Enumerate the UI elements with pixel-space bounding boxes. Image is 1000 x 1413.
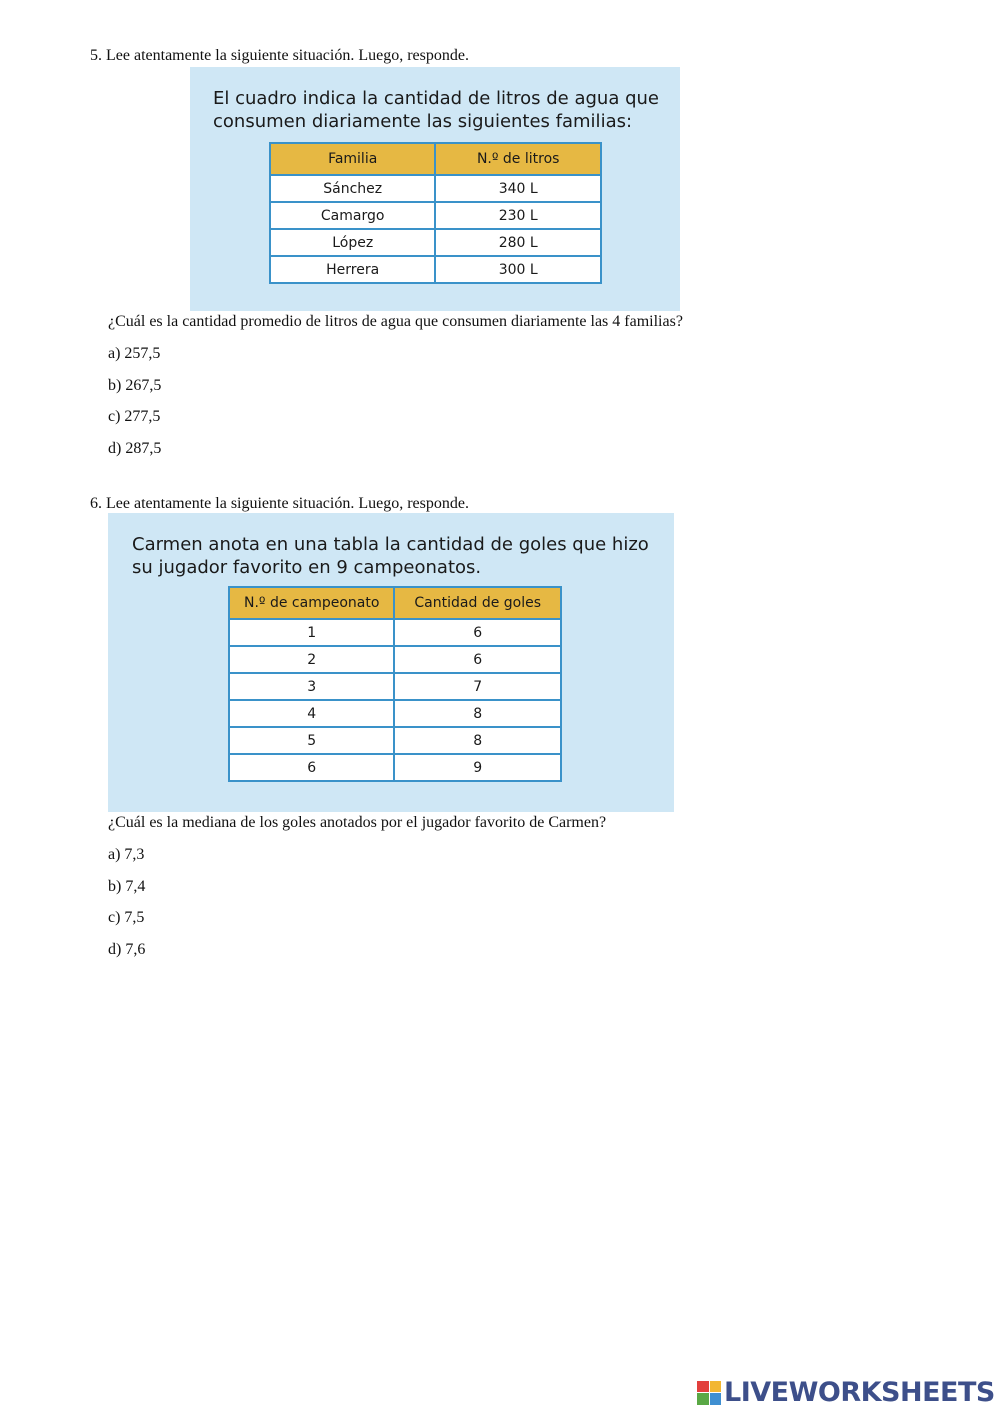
logo-square (697, 1393, 709, 1405)
q6-option-d[interactable]: d) 7,6 (108, 941, 146, 958)
table-row (270, 229, 601, 256)
question-5-prompt: ¿Cuál es la cantidad promedio de litros de agua que consumen diariamente las 4 familias? (108, 313, 683, 330)
liveworksheets-logo[interactable] (697, 1377, 995, 1408)
table-cell: 6 (394, 619, 561, 646)
table-cell: 8 (394, 727, 561, 754)
table-cell: 230 L (435, 202, 601, 229)
q5-option-a[interactable]: a) 257,5 (108, 345, 161, 362)
q5-data-table (269, 142, 602, 284)
q5-option-b[interactable]: b) 267,5 (108, 377, 162, 394)
table-row (229, 727, 561, 754)
q5-option-d[interactable]: d) 287,5 (108, 440, 162, 457)
logo-text: LIVEWORKSHEETS (724, 1377, 995, 1408)
table-header-row (270, 143, 601, 175)
table-cell: Sánchez (270, 175, 435, 202)
q5-info-panel (190, 67, 680, 311)
table-cell: 7 (394, 673, 561, 700)
table-row (229, 754, 561, 781)
table-cell: 6 (394, 646, 561, 673)
question-5-title: 5. Lee atentamente la siguiente situación. Luego, responde. (90, 47, 469, 64)
table-header-row (229, 587, 561, 619)
table-cell: 3 (229, 673, 394, 700)
table-cell: 280 L (435, 229, 601, 256)
q5-option-c[interactable]: c) 277,5 (108, 408, 161, 425)
q6-panel-line-1: Carmen anota en una tabla la cantidad de goles que hizo (132, 534, 649, 555)
table-row (229, 646, 561, 673)
logo-squares-icon (697, 1381, 721, 1405)
question-6-prompt: ¿Cuál es la mediana de los goles anotados por el jugador favorito de Carmen? (108, 814, 607, 831)
table-cell: 300 L (435, 256, 601, 283)
q6-option-c[interactable]: c) 7,5 (108, 909, 145, 926)
table-cell: 2 (229, 646, 394, 673)
table-row (270, 256, 601, 283)
q6-data-table (228, 586, 562, 782)
table-row (229, 673, 561, 700)
table-header-cell: N.º de campeonato (229, 587, 394, 619)
table-row (229, 700, 561, 727)
table-cell: 4 (229, 700, 394, 727)
table-row (270, 175, 601, 202)
logo-square (710, 1381, 722, 1393)
table-cell: 5 (229, 727, 394, 754)
table-cell: 8 (394, 700, 561, 727)
table-cell: 6 (229, 754, 394, 781)
q6-panel-line-2: su jugador favorito en 9 campeonatos. (132, 557, 482, 578)
q5-panel-line-1: El cuadro indica la cantidad de litros de agua que (213, 88, 659, 109)
table-cell: López (270, 229, 435, 256)
logo-square (710, 1393, 722, 1405)
table-cell: Herrera (270, 256, 435, 283)
table-row (229, 619, 561, 646)
table-header-cell: N.º de litros (435, 143, 601, 175)
table-cell: 9 (394, 754, 561, 781)
q5-panel-line-2: consumen diariamente las siguientes familias: (213, 111, 633, 132)
q6-info-panel (108, 513, 674, 812)
logo-square (697, 1381, 709, 1393)
table-cell: Camargo (270, 202, 435, 229)
table-header-cell: Cantidad de goles (394, 587, 561, 619)
q6-option-a[interactable]: a) 7,3 (108, 846, 145, 863)
q6-option-b[interactable]: b) 7,4 (108, 878, 146, 895)
question-6-title: 6. Lee atentamente la siguiente situación. Luego, responde. (90, 495, 469, 512)
table-cell: 340 L (435, 175, 601, 202)
table-header-cell: Familia (270, 143, 435, 175)
table-row (270, 202, 601, 229)
table-cell: 1 (229, 619, 394, 646)
